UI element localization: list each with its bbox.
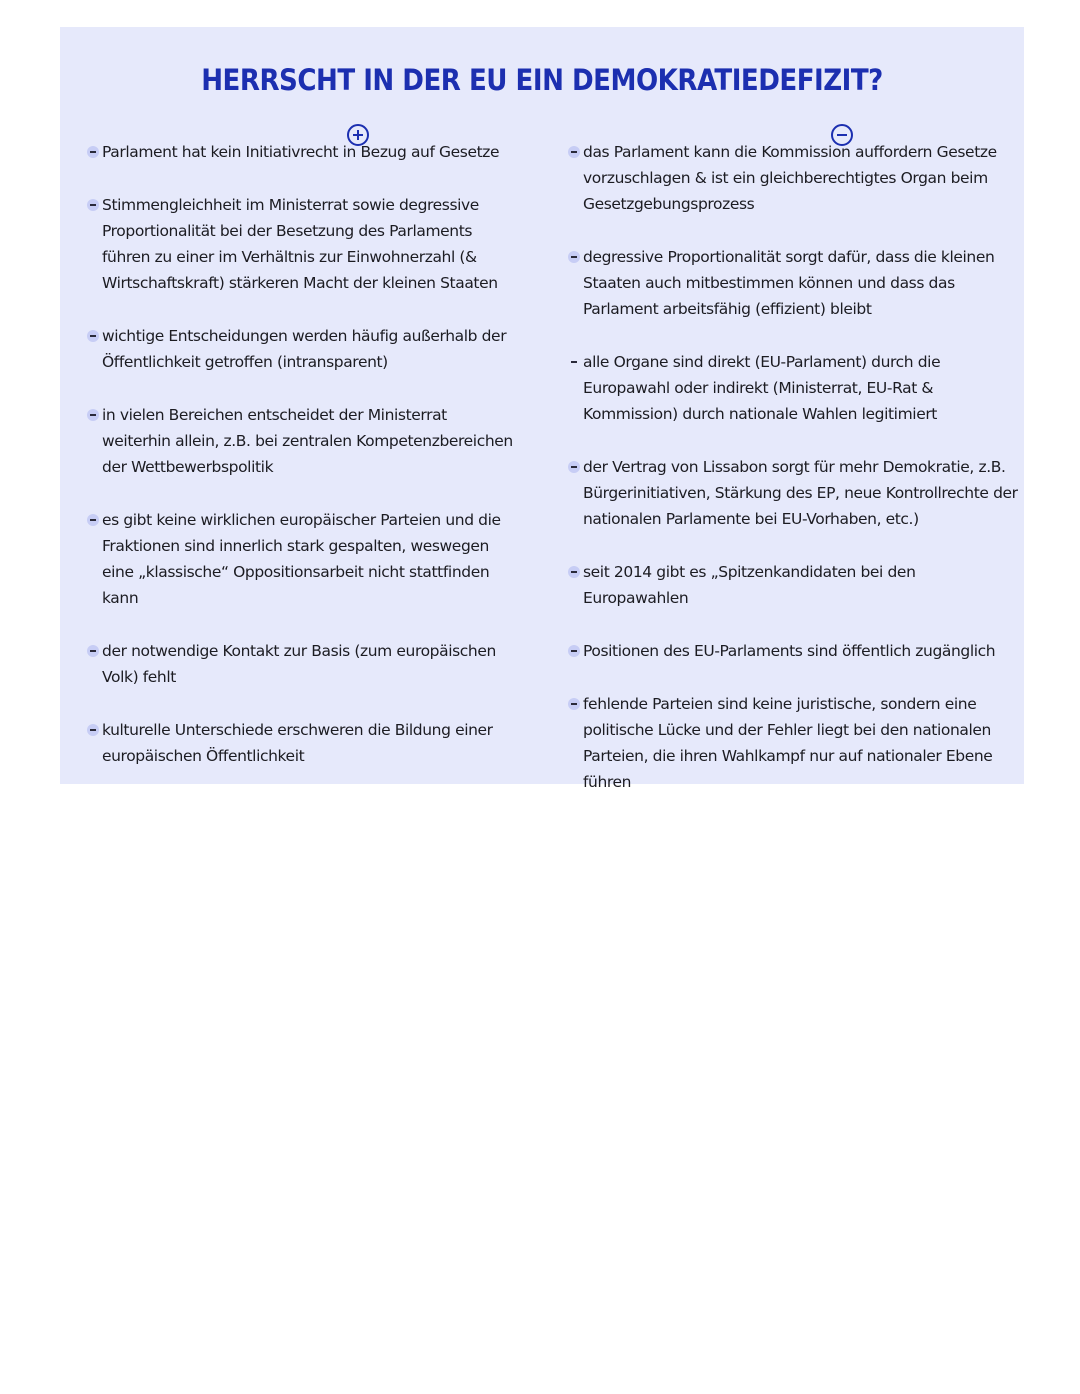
list-item-text: es gibt keine wirklichen europäischer Parteien und die Fraktionen sind innerlich stark gespalten, weswegen eine „klassische“ Oppositionsarbeit nicht stattfinden kann bbox=[102, 511, 501, 607]
contra-deficit-list bbox=[568, 139, 1018, 822]
dash-bullet-icon bbox=[87, 146, 99, 158]
list-item bbox=[568, 638, 1018, 664]
dash-bullet-icon bbox=[87, 514, 99, 526]
dash-bullet-icon bbox=[87, 199, 99, 211]
list-item-text: Positionen des EU-Parlaments sind öffentlich zugänglich bbox=[583, 642, 996, 660]
list-item bbox=[87, 402, 517, 480]
list-item bbox=[568, 691, 1018, 795]
dash-bullet-icon bbox=[87, 724, 99, 736]
list-item-text: Stimmengleichheit im Ministerrat sowie degressive Proportionalität bei der Besetzung des Parlaments führen zu einer im Verhältnis zur Einwohnerzahl (& Wirtschaftskraft) stärkeren Macht der kleinen Staaten bbox=[102, 196, 498, 292]
list-item-text: in vielen Bereichen entscheidet der Ministerrat weiterhin allein, z.B. bei zentralen Kompetenzbereichen der Wettbewerbspolitik bbox=[102, 406, 513, 476]
dash-bullet-icon bbox=[568, 251, 580, 263]
dash-bullet-icon bbox=[87, 645, 99, 657]
list-item-text: degressive Proportionalität sorgt dafür, dass die kleinen Staaten auch mitbestimmen können und dass das Parlament arbeitsfähig (effizient) bleibt bbox=[583, 248, 995, 318]
list-item bbox=[568, 559, 1018, 611]
dash-bullet-icon bbox=[568, 461, 580, 473]
list-item-text: seit 2014 gibt es „Spitzenkandidaten bei den Europawahlen bbox=[583, 563, 916, 607]
list-item bbox=[568, 349, 1018, 427]
dash-bullet-icon bbox=[568, 146, 580, 158]
dash-bullet-icon bbox=[568, 645, 580, 657]
list-item bbox=[568, 244, 1018, 322]
list-item bbox=[568, 139, 1018, 217]
dash-bullet-icon bbox=[568, 698, 580, 710]
list-item bbox=[87, 192, 517, 296]
list-item-text: das Parlament kann die Kommission auffordern Gesetze vorzuschlagen & ist ein gleichberechtigtes Organ beim Gesetzgebungsprozess bbox=[583, 143, 997, 213]
dash-bullet-icon bbox=[87, 330, 99, 342]
dash-bullet-icon bbox=[87, 409, 99, 421]
list-item-text: kulturelle Unterschiede erschweren die Bildung einer europäischen Öffentlichkeit bbox=[102, 721, 493, 765]
list-item-text: der Vertrag von Lissabon sorgt für mehr Demokratie, z.B. Bürgerinitiativen, Stärkung des EP, neue Kontrollrechte der nationalen Parlamente bei EU-Vorhaben, etc.) bbox=[583, 458, 1018, 528]
list-item-text: fehlende Parteien sind keine juristische, sondern eine politische Lücke und der Fehler liegt bei den nationalen Parteien, die ihren Wahlkampf nur auf nationaler Ebene führen bbox=[583, 695, 993, 791]
list-item bbox=[87, 139, 517, 165]
page-title: HERRSCHT IN DER EU EIN DEMOKRATIEDEFIZIT? bbox=[201, 63, 883, 97]
dash-bullet-icon bbox=[568, 566, 580, 578]
dash-bullet-icon bbox=[568, 356, 580, 368]
list-item bbox=[87, 323, 517, 375]
list-item-text: wichtige Entscheidungen werden häufig außerhalb der Öffentlichkeit getroffen (intransparent) bbox=[102, 327, 507, 371]
list-item-text: alle Organe sind direkt (EU-Parlament) durch die Europawahl oder indirekt (Ministerrat, EU-Rat & Kommission) durch nationale Wahlen legitimiert bbox=[583, 353, 941, 423]
pro-deficit-list bbox=[87, 139, 517, 796]
list-item bbox=[87, 717, 517, 769]
list-item-text: der notwendige Kontakt zur Basis (zum europäischen Volk) fehlt bbox=[102, 642, 496, 686]
list-item-text: Parlament hat kein Initiativrecht in Bezug auf Gesetze bbox=[102, 143, 500, 161]
list-item bbox=[87, 507, 517, 611]
list-item bbox=[568, 454, 1018, 532]
list-item bbox=[87, 638, 517, 690]
